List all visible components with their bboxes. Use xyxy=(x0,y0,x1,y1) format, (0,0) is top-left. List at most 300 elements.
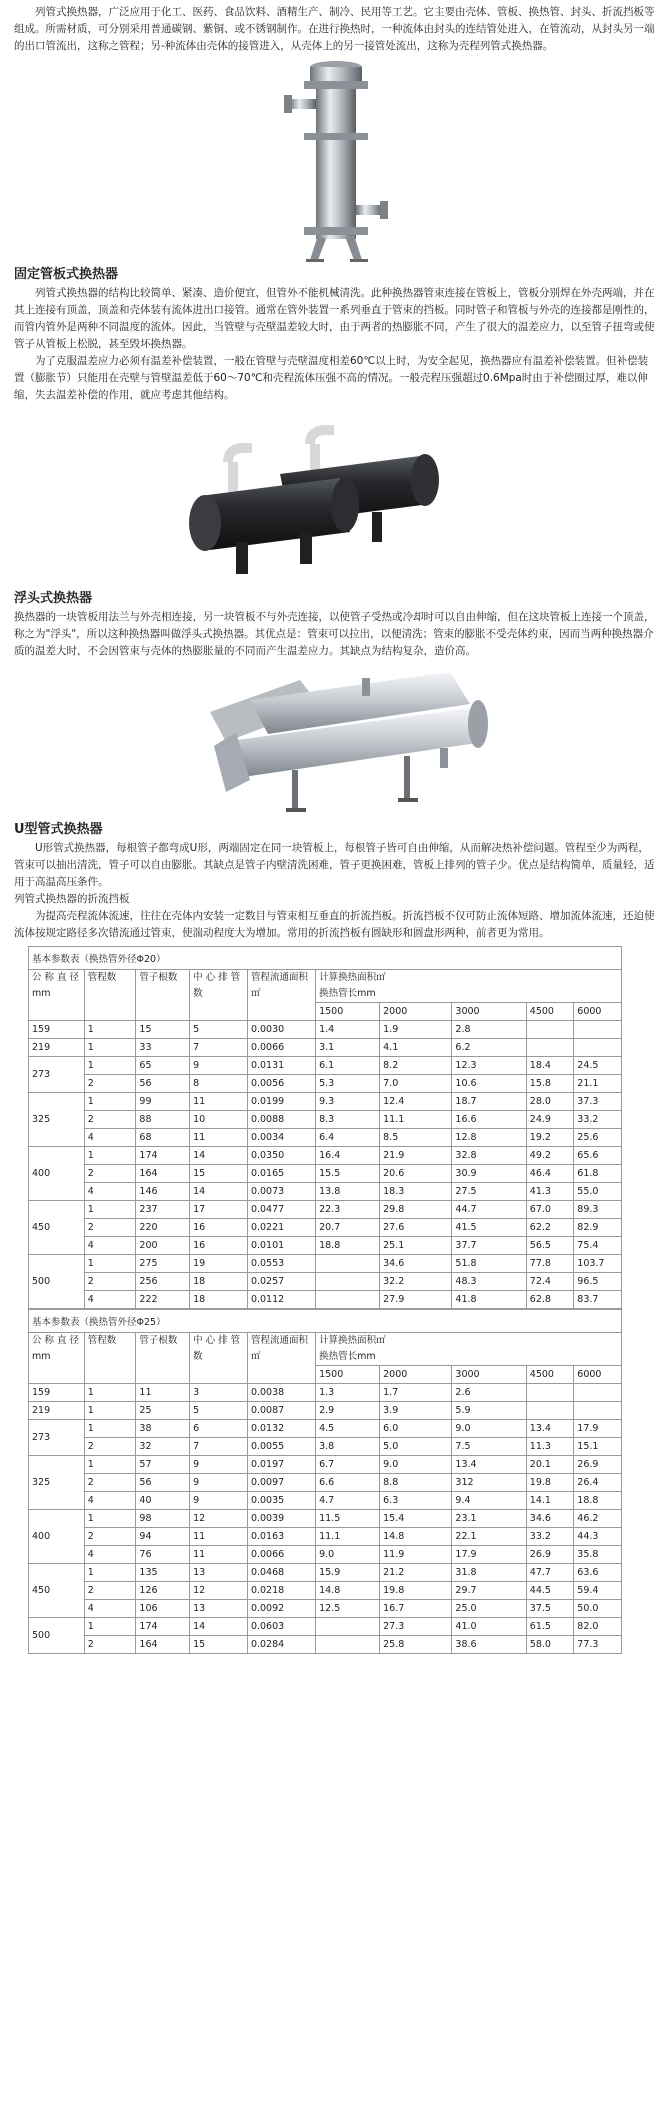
table-row xyxy=(29,1474,622,1492)
stainless-u-tube-heat-exchanger-image xyxy=(0,660,672,820)
cell-value: 3.1 xyxy=(316,1039,380,1057)
cell-value: 2.9 xyxy=(316,1402,380,1420)
cell-value: 4.7 xyxy=(316,1492,380,1510)
cell-value: 135 xyxy=(136,1564,190,1582)
cell-value: 0.0132 xyxy=(247,1420,315,1438)
cell-value: 0.0221 xyxy=(247,1219,315,1237)
table-row xyxy=(29,1273,622,1291)
cell-value: 12 xyxy=(190,1510,248,1528)
cell-value: 8.5 xyxy=(380,1129,452,1147)
cell-value: 46.4 xyxy=(526,1165,574,1183)
cell-value: 0.0092 xyxy=(247,1600,315,1618)
cell-value: 103.7 xyxy=(574,1255,622,1273)
table-row xyxy=(29,1057,622,1075)
intro-paragraph: 列管式换热器，广泛应用于化工、医药、食品饮料、酒精生产、制冷、民用等工艺。它主要由壳体、管板、换热管、封头、折流挡板等组成。所需材质，可分别采用普通碳钢、紫铜、或不锈钢制作。在进行换热时，一种流体由封头的连结管处进入，在管流动，从封头另一端的出口管流出，这称之管程；另-种流体由壳体的接管进入，从壳体上的另一接管处流出，这称为壳程列管式换热器。 xyxy=(14,6,655,52)
cell-value: 25.6 xyxy=(574,1129,622,1147)
cell-value: 2 xyxy=(84,1219,136,1237)
table-row xyxy=(29,1219,622,1237)
spec-table-phi25 xyxy=(28,1309,622,1654)
cell-value: 77.3 xyxy=(574,1636,622,1654)
cell-value: 41.8 xyxy=(452,1291,526,1309)
fixed-tube-sheet-paragraph-2: 为了克服温差应力必须有温差补偿装置，一般在管壁与壳壁温度相差60℃以上时，为安全起见，换热器应有温差补偿装置。但补偿装置（膨胀节）只能用在壳壁与管壁温差低于60～70℃和壳程流体压强不高的情况。一般壳程压强超过0.6Mpa时由于补偿圈过厚，难以伸缩，失去温差补偿的作用，就应考虑其他结构。 xyxy=(14,355,649,401)
table-row xyxy=(29,1384,622,1402)
header-flow-area: 管程流通面积㎡ xyxy=(247,1333,315,1384)
baffle-paragraph: 为提高壳程流体流速，往往在壳体内安装一定数目与管束相互垂直的折流挡板。折流挡板不仅可防止流体短路、增加流体流速，还迫使流体按规定路径多次错流通过管束，使湍动程度大为增加。常用的折流挡板有圆缺形和圆盘形两种，前者更为常用。 xyxy=(14,910,655,939)
cell-value: 1 xyxy=(84,1384,136,1402)
cell-value: 0.0112 xyxy=(247,1291,315,1309)
cell-diameter: 325 xyxy=(29,1456,85,1510)
cell-value: 0.0199 xyxy=(247,1093,315,1111)
cell-value: 25.8 xyxy=(380,1636,452,1654)
cell-value: 1 xyxy=(84,1039,136,1057)
cell-value: 27.9 xyxy=(380,1291,452,1309)
cell-value: 14 xyxy=(190,1618,248,1636)
cell-diameter: 159 xyxy=(29,1021,85,1039)
table-row xyxy=(29,1528,622,1546)
cell-diameter: 219 xyxy=(29,1039,85,1057)
cell-value: 0.0257 xyxy=(247,1273,315,1291)
cell-value: 12.8 xyxy=(452,1129,526,1147)
cell-value: 14 xyxy=(190,1147,248,1165)
cell-value: 56.5 xyxy=(526,1237,574,1255)
cell-value: 14.8 xyxy=(380,1528,452,1546)
table-row xyxy=(29,1039,622,1057)
cell-value: 48.3 xyxy=(452,1273,526,1291)
cell-value: 2 xyxy=(84,1474,136,1492)
cell-value: 24.9 xyxy=(526,1111,574,1129)
cell-value: 4 xyxy=(84,1546,136,1564)
cell-value: 174 xyxy=(136,1618,190,1636)
cell-value: 9.4 xyxy=(452,1492,526,1510)
cell-value: 0.0038 xyxy=(247,1384,315,1402)
cell-value: 9 xyxy=(190,1456,248,1474)
cell-value: 29.8 xyxy=(380,1201,452,1219)
cell-value: 10 xyxy=(190,1111,248,1129)
cell-value: 5 xyxy=(190,1021,248,1039)
cell-value: 44.5 xyxy=(526,1582,574,1600)
cell-value xyxy=(526,1384,574,1402)
cell-value: 0.0034 xyxy=(247,1129,315,1147)
cell-value: 4 xyxy=(84,1237,136,1255)
cell-value: 9 xyxy=(190,1492,248,1510)
cell-value: 0.0284 xyxy=(247,1636,315,1654)
cell-diameter: 400 xyxy=(29,1147,85,1201)
cell-value: 6.6 xyxy=(316,1474,380,1492)
cell-value: 6.0 xyxy=(380,1420,452,1438)
cell-value: 57 xyxy=(136,1456,190,1474)
cell-value: 5 xyxy=(190,1402,248,1420)
table-row xyxy=(29,1618,622,1636)
cell-value: 0.0066 xyxy=(247,1546,315,1564)
cell-value xyxy=(574,1039,622,1057)
cell-value: 13.4 xyxy=(452,1456,526,1474)
cell-value: 21.2 xyxy=(380,1564,452,1582)
header-flow-area: 管程流通面积㎡ xyxy=(247,970,315,1021)
cell-value: 29.7 xyxy=(452,1582,526,1600)
header-passes: 管程数 xyxy=(84,1333,136,1384)
cell-value: 8.3 xyxy=(316,1111,380,1129)
cell-value: 68 xyxy=(136,1129,190,1147)
cell-value: 6.4 xyxy=(316,1129,380,1147)
cell-value: 41.5 xyxy=(452,1219,526,1237)
header-nominal-diameter: 公 称 直 径mm xyxy=(29,970,85,1021)
cell-value: 33.2 xyxy=(574,1111,622,1129)
cell-value: 16 xyxy=(190,1237,248,1255)
header-heat-area: 计算换热面积㎡ 换热管长mm xyxy=(316,1333,622,1366)
cell-value xyxy=(526,1402,574,1420)
cell-value: 9.0 xyxy=(380,1456,452,1474)
cell-value: 44.7 xyxy=(452,1201,526,1219)
header-passes: 管程数 xyxy=(84,970,136,1021)
cell-value: 14 xyxy=(190,1183,248,1201)
cell-value: 15.1 xyxy=(574,1438,622,1456)
cell-value: 4 xyxy=(84,1183,136,1201)
cell-value: 20.1 xyxy=(526,1456,574,1474)
cell-value: 1 xyxy=(84,1201,136,1219)
cell-value: 25.1 xyxy=(380,1237,452,1255)
table-row xyxy=(29,1075,622,1093)
cell-value: 24.5 xyxy=(574,1057,622,1075)
cell-value: 82.0 xyxy=(574,1618,622,1636)
table-row xyxy=(29,1582,622,1600)
cell-value: 1.7 xyxy=(380,1384,452,1402)
cell-value: 22.1 xyxy=(452,1528,526,1546)
table-caption: 基本参数表（换热管外径Φ25） xyxy=(29,1310,622,1333)
floating-head-paragraph: 换热器的一块管板用法兰与外壳相连接，另一块管板不与外壳连接，以使管子受热或冷却时可以自由伸缩，但在这块管板上连接一个顶盖，称之为"浮头"，所以这种换热器叫做浮头式换热器。其优点是：管束可以拉出，以便清洗；管束的膨胀不受壳体约束，因而当两种换热器介质的温差大时，不会因管束与壳体的热膨胀量的不同而产生温差应力。其缺点为结构复杂，造价高。 xyxy=(14,611,655,657)
cell-value xyxy=(316,1636,380,1654)
cell-value: 98 xyxy=(136,1510,190,1528)
cell-value: 26.9 xyxy=(526,1546,574,1564)
header-tube-length: 1500 xyxy=(316,1003,380,1021)
table-row xyxy=(29,1600,622,1618)
cell-value: 96.5 xyxy=(574,1273,622,1291)
cell-value: 15 xyxy=(190,1165,248,1183)
cell-value: 49.2 xyxy=(526,1147,574,1165)
cell-value: 4.5 xyxy=(316,1420,380,1438)
cell-value: 61.5 xyxy=(526,1618,574,1636)
cell-value: 15 xyxy=(136,1021,190,1039)
cell-value: 1 xyxy=(84,1420,136,1438)
cell-value: 8.2 xyxy=(380,1057,452,1075)
cell-value: 1 xyxy=(84,1255,136,1273)
cell-diameter: 219 xyxy=(29,1402,85,1420)
cell-value: 11 xyxy=(190,1093,248,1111)
table-row xyxy=(29,1636,622,1654)
table-row xyxy=(29,1237,622,1255)
u-tube-paragraph: U形管式换热器，每根管子都弯成U形，两端固定在同一块管板上，每根管子皆可自由伸缩，从而解决热补偿问题。管程至少为两程，管束可以抽出清洗，管子可以自由膨胀。其缺点是管子内壁清洗困难，管子更换困难，管板上排列的管子少。优点是结构简单，质量轻，适用于高温高压条件。 xyxy=(14,842,655,888)
cell-value: 46.2 xyxy=(574,1510,622,1528)
cell-value: 16 xyxy=(190,1219,248,1237)
cell-value: 26.9 xyxy=(574,1456,622,1474)
cell-value: 83.7 xyxy=(574,1291,622,1309)
cell-value xyxy=(574,1021,622,1039)
cell-value: 312 xyxy=(452,1474,526,1492)
cell-value: 33.2 xyxy=(526,1528,574,1546)
cell-value: 1 xyxy=(84,1093,136,1111)
cell-value: 0.0055 xyxy=(247,1438,315,1456)
cell-value: 59.4 xyxy=(574,1582,622,1600)
cell-value: 0.0163 xyxy=(247,1528,315,1546)
cell-value: 15.5 xyxy=(316,1165,380,1183)
cell-value: 0.0056 xyxy=(247,1075,315,1093)
cell-value: 77.8 xyxy=(526,1255,574,1273)
cell-value: 1 xyxy=(84,1057,136,1075)
cell-value: 51.8 xyxy=(452,1255,526,1273)
cell-diameter: 273 xyxy=(29,1057,85,1093)
cell-value: 55.0 xyxy=(574,1183,622,1201)
cell-value: 18 xyxy=(190,1291,248,1309)
cell-value: 4 xyxy=(84,1492,136,1510)
header-tube-count: 管子根数 xyxy=(136,1333,190,1384)
cell-value: 9 xyxy=(190,1057,248,1075)
header-tube-length: 6000 xyxy=(574,1003,622,1021)
cell-value: 275 xyxy=(136,1255,190,1273)
cell-value: 28.0 xyxy=(526,1093,574,1111)
cell-value: 62.8 xyxy=(526,1291,574,1309)
cell-value: 2.6 xyxy=(452,1384,526,1402)
cell-value: 0.0088 xyxy=(247,1111,315,1129)
cell-value: 0.0035 xyxy=(247,1492,315,1510)
cell-value: 63.6 xyxy=(574,1564,622,1582)
cell-value: 1 xyxy=(84,1618,136,1636)
table-row xyxy=(29,1492,622,1510)
cell-value: 38 xyxy=(136,1420,190,1438)
spec-table-phi20 xyxy=(28,946,622,1309)
table-row xyxy=(29,1093,622,1111)
cell-value: 237 xyxy=(136,1201,190,1219)
cell-value: 11.5 xyxy=(316,1510,380,1528)
cell-value: 7 xyxy=(190,1039,248,1057)
cell-value: 30.9 xyxy=(452,1165,526,1183)
cell-value: 35.8 xyxy=(574,1546,622,1564)
cell-value: 9.3 xyxy=(316,1093,380,1111)
cell-value: 16.6 xyxy=(452,1111,526,1129)
header-tube-count: 管子根数 xyxy=(136,970,190,1021)
cell-value: 0.0477 xyxy=(247,1201,315,1219)
cell-value: 37.7 xyxy=(452,1237,526,1255)
cell-value: 3.8 xyxy=(316,1438,380,1456)
baffle-subtitle: 列管式换热器的折流挡板 xyxy=(14,893,130,905)
cell-value xyxy=(316,1273,380,1291)
header-nominal-diameter: 公 称 直 径mm xyxy=(29,1333,85,1384)
cell-value: 2 xyxy=(84,1273,136,1291)
cell-value: 16.7 xyxy=(380,1600,452,1618)
cell-value: 17.9 xyxy=(574,1420,622,1438)
cell-value: 0.0030 xyxy=(247,1021,315,1039)
cell-value: 1 xyxy=(84,1564,136,1582)
cell-value: 164 xyxy=(136,1165,190,1183)
cell-value: 15.9 xyxy=(316,1564,380,1582)
cell-value: 4 xyxy=(84,1129,136,1147)
cell-value: 23.1 xyxy=(452,1510,526,1528)
header-tube-length: 1500 xyxy=(316,1366,380,1384)
cell-value: 32 xyxy=(136,1438,190,1456)
cell-value: 94 xyxy=(136,1528,190,1546)
cell-value: 15 xyxy=(190,1636,248,1654)
cell-value: 20.6 xyxy=(380,1165,452,1183)
cell-value: 5.3 xyxy=(316,1075,380,1093)
cell-value: 9 xyxy=(190,1474,248,1492)
table-row xyxy=(29,1438,622,1456)
cell-value: 40 xyxy=(136,1492,190,1510)
cell-value: 106 xyxy=(136,1600,190,1618)
cell-value: 18.3 xyxy=(380,1183,452,1201)
section-title-fixed-tube-sheet: 固定管板式换热器 xyxy=(14,267,119,282)
cell-value: 1 xyxy=(84,1021,136,1039)
cell-value: 10.6 xyxy=(452,1075,526,1093)
cell-value: 0.0165 xyxy=(247,1165,315,1183)
table-row xyxy=(29,1420,622,1438)
cell-value: 0.0087 xyxy=(247,1402,315,1420)
cell-value: 7 xyxy=(190,1438,248,1456)
cell-value: 8 xyxy=(190,1075,248,1093)
cell-diameter: 450 xyxy=(29,1564,85,1618)
cell-value: 1.3 xyxy=(316,1384,380,1402)
cell-value: 82.9 xyxy=(574,1219,622,1237)
header-tube-length: 2000 xyxy=(380,1003,452,1021)
cell-value: 15.8 xyxy=(526,1075,574,1093)
cell-diameter: 500 xyxy=(29,1255,85,1309)
cell-value: 5.9 xyxy=(452,1402,526,1420)
cell-value: 19 xyxy=(190,1255,248,1273)
cell-value: 61.8 xyxy=(574,1165,622,1183)
cell-value: 0.0101 xyxy=(247,1237,315,1255)
cell-value: 12.4 xyxy=(380,1093,452,1111)
cell-value: 7.0 xyxy=(380,1075,452,1093)
section-title-floating-head: 浮头式换热器 xyxy=(14,591,93,606)
cell-value: 12 xyxy=(190,1582,248,1600)
cell-value: 1 xyxy=(84,1402,136,1420)
cell-value: 13.4 xyxy=(526,1420,574,1438)
cell-value: 47.7 xyxy=(526,1564,574,1582)
cell-value: 4.1 xyxy=(380,1039,452,1057)
cell-value xyxy=(574,1384,622,1402)
cell-value: 2 xyxy=(84,1528,136,1546)
cell-value: 18.7 xyxy=(452,1093,526,1111)
cell-value: 34.6 xyxy=(380,1255,452,1273)
table-row xyxy=(29,1201,622,1219)
cell-value: 27.3 xyxy=(380,1618,452,1636)
cell-value: 0.0097 xyxy=(247,1474,315,1492)
cell-value: 7.5 xyxy=(452,1438,526,1456)
header-tube-length: 4500 xyxy=(526,1366,574,1384)
cell-value: 126 xyxy=(136,1582,190,1600)
cell-value: 256 xyxy=(136,1273,190,1291)
cell-value: 37.3 xyxy=(574,1093,622,1111)
table-caption: 基本参数表（换热管外径Φ20） xyxy=(29,947,622,970)
table-row xyxy=(29,1111,622,1129)
table-row xyxy=(29,1165,622,1183)
cell-value: 19.2 xyxy=(526,1129,574,1147)
cell-value: 11 xyxy=(136,1384,190,1402)
cell-value: 19.8 xyxy=(526,1474,574,1492)
cell-value: 12.5 xyxy=(316,1600,380,1618)
cell-value: 4 xyxy=(84,1600,136,1618)
cell-value: 37.5 xyxy=(526,1600,574,1618)
cell-value: 21.1 xyxy=(574,1075,622,1093)
header-tube-length: 3000 xyxy=(452,1366,526,1384)
cell-value: 1 xyxy=(84,1456,136,1474)
cell-value: 99 xyxy=(136,1093,190,1111)
cell-value: 21.9 xyxy=(380,1147,452,1165)
cell-value: 25.0 xyxy=(452,1600,526,1618)
cell-value: 0.0218 xyxy=(247,1582,315,1600)
cell-value: 41.3 xyxy=(526,1183,574,1201)
cell-value: 58.0 xyxy=(526,1636,574,1654)
cell-value: 3 xyxy=(190,1384,248,1402)
cell-value: 33 xyxy=(136,1039,190,1057)
header-tube-length: 4500 xyxy=(526,1003,574,1021)
cell-value: 0.0603 xyxy=(247,1618,315,1636)
cell-value: 9.0 xyxy=(316,1546,380,1564)
cell-value xyxy=(574,1402,622,1420)
cell-value: 14.8 xyxy=(316,1582,380,1600)
cell-value: 67.0 xyxy=(526,1201,574,1219)
cell-value: 6.1 xyxy=(316,1057,380,1075)
header-tube-length: 3000 xyxy=(452,1003,526,1021)
cell-value: 89.3 xyxy=(574,1201,622,1219)
cell-value: 18.8 xyxy=(574,1492,622,1510)
cell-diameter: 325 xyxy=(29,1093,85,1147)
cell-value: 19.8 xyxy=(380,1582,452,1600)
cell-value: 6.3 xyxy=(380,1492,452,1510)
header-tube-length: 6000 xyxy=(574,1366,622,1384)
black-heat-exchangers-image xyxy=(0,404,672,589)
cell-value: 32.2 xyxy=(380,1273,452,1291)
cell-value: 8.8 xyxy=(380,1474,452,1492)
header-center-row: 中 心 排 管数 xyxy=(190,970,248,1021)
cell-value: 26.4 xyxy=(574,1474,622,1492)
table-row xyxy=(29,1183,622,1201)
cell-value: 56 xyxy=(136,1075,190,1093)
fixed-tube-sheet-paragraph-1: 列管式换热器的结构比较简单、紧凑、造价便宜，但管外不能机械清洗。此种换热器管束连接在管板上，管板分别焊在外壳两端，并在其上连接有顶盖，顶盖和壳体装有流体进出口接管。通常在管外装置一系列垂直于管束的挡板。同时管子和管板与外壳的连接都是刚性的，而管内管外是两种不同温度的流体。因此，当管壁与壳壁温差较大时，由于两者的热膨胀不同，产生了很大的温差应力，以至管子扭弯或使管子从管板上松脱，甚至毁坏换热器。 xyxy=(14,287,655,350)
table-row xyxy=(29,1291,622,1309)
cell-value: 44.3 xyxy=(574,1528,622,1546)
cell-value: 0.0468 xyxy=(247,1564,315,1582)
cell-value: 220 xyxy=(136,1219,190,1237)
cell-value: 6.7 xyxy=(316,1456,380,1474)
cell-value: 27.5 xyxy=(452,1183,526,1201)
cell-value: 2 xyxy=(84,1165,136,1183)
header-center-row: 中 心 排 管数 xyxy=(190,1333,248,1384)
cell-value: 0.0131 xyxy=(247,1057,315,1075)
cell-value: 13 xyxy=(190,1600,248,1618)
cell-value: 1 xyxy=(84,1510,136,1528)
cell-value: 11 xyxy=(190,1129,248,1147)
cell-diameter: 450 xyxy=(29,1201,85,1255)
cell-value: 41.0 xyxy=(452,1618,526,1636)
cell-value: 65 xyxy=(136,1057,190,1075)
cell-value: 0.0066 xyxy=(247,1039,315,1057)
cell-value: 5.0 xyxy=(380,1438,452,1456)
cell-value: 17 xyxy=(190,1201,248,1219)
cell-value: 2.8 xyxy=(452,1021,526,1039)
table-row xyxy=(29,1564,622,1582)
cell-value: 16.4 xyxy=(316,1147,380,1165)
cell-value: 0.0039 xyxy=(247,1510,315,1528)
cell-value: 25 xyxy=(136,1402,190,1420)
cell-value: 1.9 xyxy=(380,1021,452,1039)
cell-value xyxy=(526,1021,574,1039)
cell-diameter: 159 xyxy=(29,1384,85,1402)
header-heat-area: 计算换热面积㎡ 换热管长mm xyxy=(316,970,622,1003)
cell-value: 146 xyxy=(136,1183,190,1201)
section-title-u-tube: U型管式换热器 xyxy=(14,822,103,837)
cell-value: 38.6 xyxy=(452,1636,526,1654)
cell-value xyxy=(316,1618,380,1636)
header-tube-length: 2000 xyxy=(380,1366,452,1384)
cell-value: 13.8 xyxy=(316,1183,380,1201)
